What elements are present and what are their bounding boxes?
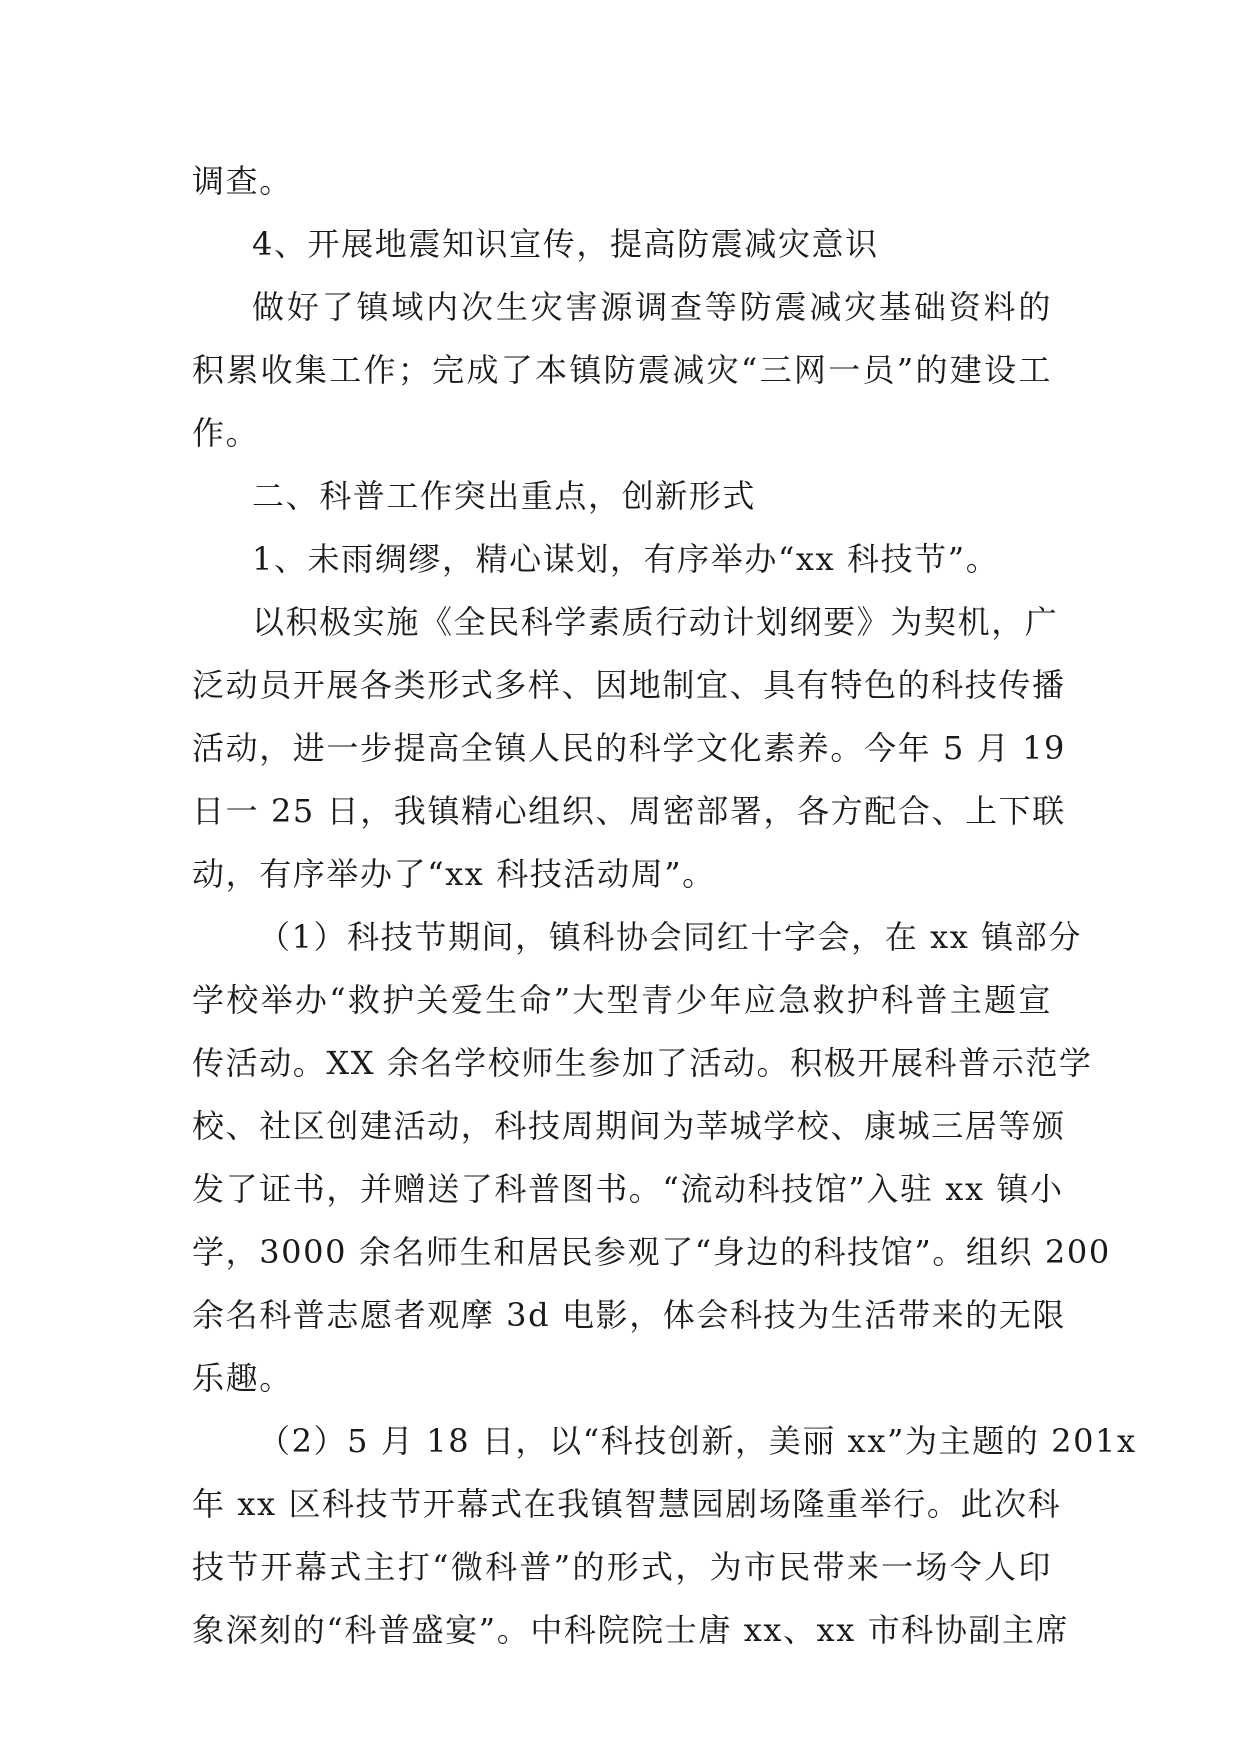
text-line: 象深刻的“科普盛宴”。中科院院士唐 xx、xx 市科协副主席 xyxy=(192,1611,1070,1649)
text-line: 发了证书，并赠送了科普图书。“流动科技馆”入驻 xx 镇小 xyxy=(192,1170,1064,1208)
text-line: 作。 xyxy=(192,414,260,452)
section-heading: 4、开展地震知识宣传，提高防震减灾意识 xyxy=(252,225,879,263)
text-line: 余名科普志愿者观摩 3d 电影，体会科技为生活带来的无限 xyxy=(192,1296,1066,1334)
text-line: （1）科技节期间，镇科协会同红十字会，在 xx 镇部分 xyxy=(258,918,1082,956)
text-line: 学校举办“救护关爱生命”大型青少年应急救护科普主题宣 xyxy=(192,981,1052,1019)
text-line: 传活动。XX 余名学校师生参加了活动。积极开展科普示范学 xyxy=(192,1044,1093,1082)
subsection-heading: 1、未雨绸缪，精心谋划，有序举办“xx 科技节”。 xyxy=(252,540,1000,578)
text-line: 积累收集工作；完成了本镇防震减灾“三网一员”的建设工 xyxy=(192,351,1052,389)
text-line: 学，3000 余名师生和居民参观了“身边的科技馆”。组织 200 xyxy=(192,1233,1111,1271)
text-line: 泛动员开展各类形式多样、因地制宜、具有特色的科技传播 xyxy=(192,666,1066,704)
text-line: 动，有序举办了“xx 科技活动周”。 xyxy=(192,855,716,893)
text-line: 以积极实施《全民科学素质行动计划纲要》为契机，广 xyxy=(252,603,1059,641)
document-body xyxy=(192,150,1137,1662)
text-line: 校、社区创建活动，科技周期间为莘城学校、康城三居等颁 xyxy=(192,1107,1066,1145)
text-line: 技节开幕式主打“微科普”的形式，为市民带来一场令人印 xyxy=(192,1548,1052,1586)
text-line: 活动，进一步提高全镇人民的科学文化素养。今年 5 月 19 xyxy=(192,729,1066,767)
text-line: 调查。 xyxy=(192,162,293,200)
text-line: 年 xx 区科技节开幕式在我镇智慧园剧场隆重举行。此次科 xyxy=(192,1485,1062,1523)
text-line: 乐趣。 xyxy=(192,1359,293,1397)
section-heading: 二、科普工作突出重点，创新形式 xyxy=(252,477,757,515)
text-line: 日一 25 日，我镇精心组织、周密部署，各方配合、上下联 xyxy=(192,792,1066,830)
text-line: 做好了镇域内次生灾害源调查等防震减灾基础资料的 xyxy=(252,288,1052,326)
text-line: （2）5 月 18 日，以“科技创新，美丽 xx”为主题的 201x xyxy=(258,1422,1137,1460)
